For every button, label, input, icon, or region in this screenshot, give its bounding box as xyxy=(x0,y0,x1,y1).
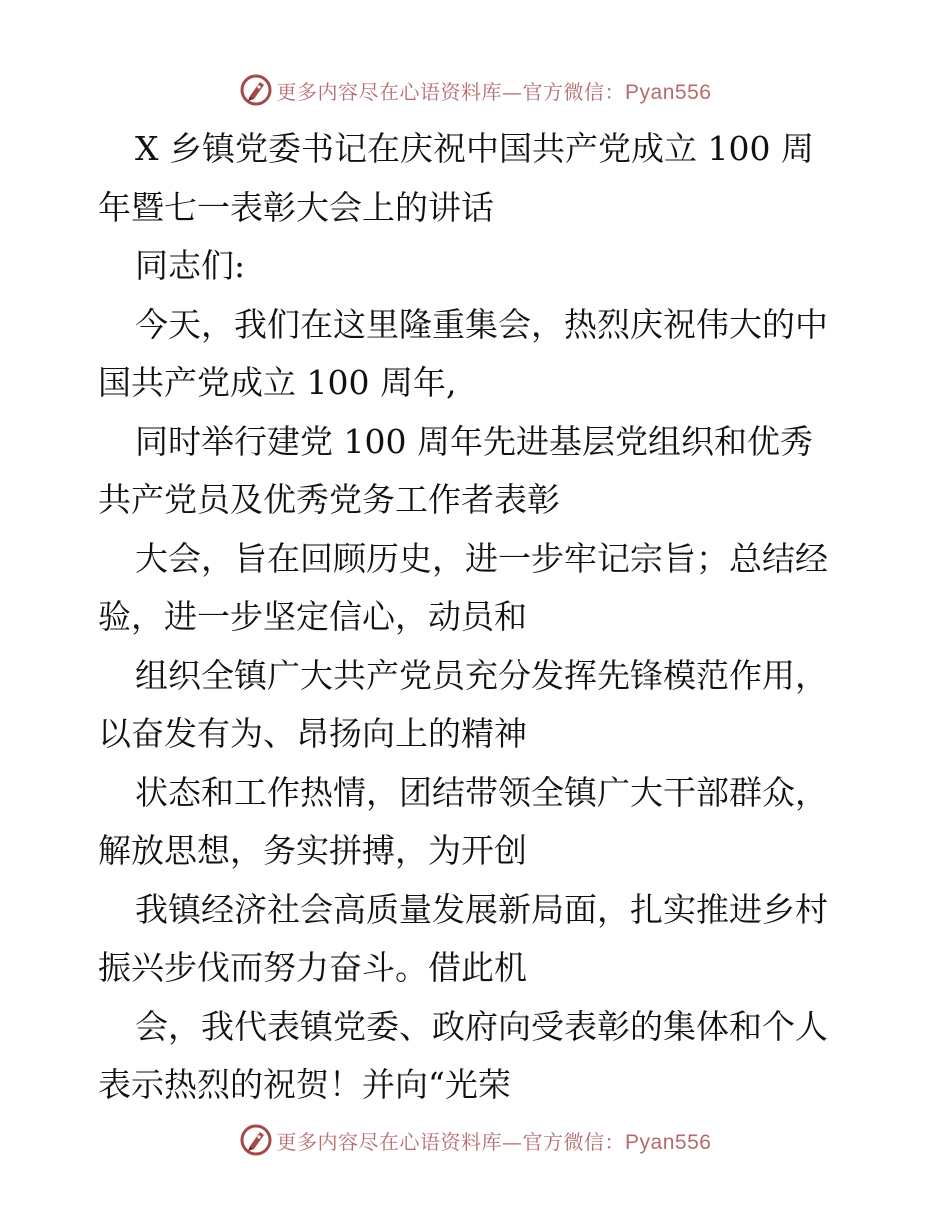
pen-nib-circle-icon xyxy=(239,73,273,107)
footer-watermark xyxy=(0,1120,950,1160)
text-line: 同时举行建党 100 周年先进基层党组织和优秀 xyxy=(135,421,813,461)
text-line: 共产党员及优秀党务工作者表彰 xyxy=(98,480,560,519)
text-line: 今天，我们在这里隆重集会，热烈庆祝伟大的中 xyxy=(135,304,828,344)
title-line-2: 年暨七一表彰大会上的讲话 xyxy=(98,187,494,227)
pen-nib-circle-icon xyxy=(239,1123,273,1157)
text-line: 我镇经济社会高质量发展新局面，扎实推进乡村 xyxy=(135,889,828,929)
salutation: 同志们: xyxy=(135,246,246,285)
text-line: 组织全镇广大共产党员充分发挥先锋模范作用， xyxy=(135,655,828,695)
text-line: 大会，旨在回顾历史，进一步牢记宗旨；总结经 xyxy=(135,538,828,578)
text-line: 解放思想，务实拼搏，为开创 xyxy=(98,831,527,870)
watermark-wechat-id: Pyan556 xyxy=(625,1130,712,1154)
text-line: 会，我代表镇党委、政府向受表彰的集体和个人 xyxy=(135,1006,828,1046)
watermark-text: 更多内容尽在心语资料库—官方微信： xyxy=(276,1129,626,1154)
watermark-wechat-id: Pyan556 xyxy=(625,80,712,104)
document-body xyxy=(98,120,858,1115)
text-line: 验，进一步坚定信心，动员和 xyxy=(98,597,527,636)
text-line: 国共产党成立 100 周年, xyxy=(98,363,457,402)
text-line: 振兴步伐而努力奋斗。借此机 xyxy=(98,948,527,987)
watermark-text: 更多内容尽在心语资料库—官方微信： xyxy=(276,79,626,104)
text-line: 状态和工作热情，团结带领全镇广大干部群众， xyxy=(135,772,828,812)
text-line: 表示热烈的祝贺！并向“光荣 xyxy=(98,1065,511,1104)
text-line: 以奋发有为、昂扬向上的精神 xyxy=(98,714,527,753)
header-watermark xyxy=(0,70,950,110)
title-line-1: X 乡镇党委书记在庆祝中国共产党成立 100 周 xyxy=(135,129,814,168)
